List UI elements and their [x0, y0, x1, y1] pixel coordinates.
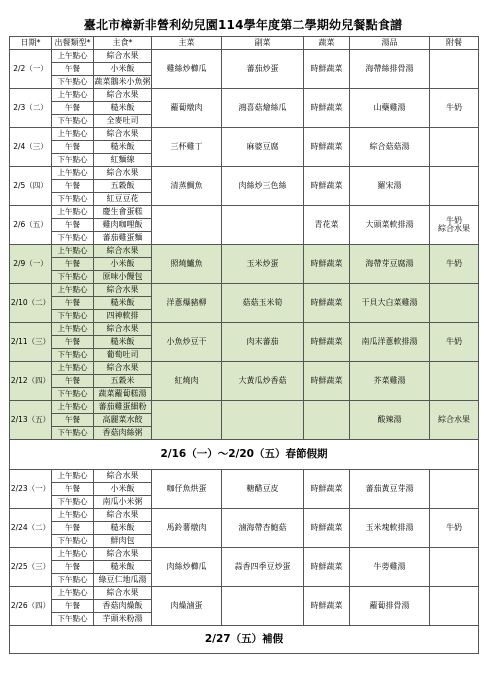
vegetable-cell: 青花菜	[304, 206, 350, 245]
staple-cell: 蕃茄雞蛋細粉	[94, 401, 152, 414]
staple-cell: 綜合水果	[94, 509, 152, 522]
main-dish-cell: 蘿蔔燉肉	[152, 89, 222, 128]
meal-type-cell: 下午點心	[52, 535, 94, 548]
meal-type-cell: 上午點心	[52, 548, 94, 561]
main-dish-cell: 紅燒肉	[152, 362, 222, 401]
side-dish-cell: 麻婆豆腐	[222, 128, 304, 167]
meal-type-cell: 下午點心	[52, 154, 94, 167]
extra-cell: 牛奶	[430, 323, 479, 362]
menu-row	[10, 548, 479, 561]
side-dish-cell: 玉米炒蛋	[222, 245, 304, 284]
main-dish-cell	[152, 401, 222, 440]
menu-row	[10, 470, 479, 483]
meal-type-cell: 下午點心	[52, 271, 94, 284]
meal-type-cell: 下午點心	[52, 310, 94, 323]
soup-cell: 干貝大白菜雞湯	[350, 284, 430, 323]
staple-cell: 綜合水果	[94, 548, 152, 561]
side-dish-cell	[222, 587, 304, 626]
vegetable-cell: 時鮮蔬菜	[304, 548, 350, 587]
staple-cell: 香菇肉絲粥	[94, 427, 152, 440]
menu-row	[10, 206, 479, 219]
staple-cell: 雞肉咖哩飯	[94, 219, 152, 232]
staple-cell: 糙米飯	[94, 141, 152, 154]
meal-type-cell: 下午點心	[52, 427, 94, 440]
meal-type-cell: 上午點心	[52, 509, 94, 522]
date-cell: 2/3（二）	[10, 89, 52, 128]
soup-cell: 牛蒡雞湯	[350, 548, 430, 587]
meal-type-cell: 午餐	[52, 141, 94, 154]
meal-type-cell: 上午點心	[52, 128, 94, 141]
date-cell: 2/25（三）	[10, 548, 52, 587]
date-cell: 2/6（五）	[10, 206, 52, 245]
meal-type-cell: 下午點心	[52, 232, 94, 245]
vegetable-cell	[304, 401, 350, 440]
meal-type-cell: 午餐	[52, 63, 94, 76]
meal-type-cell: 下午點心	[52, 115, 94, 128]
column-header: 主食*	[94, 37, 152, 50]
meal-type-cell: 下午點心	[52, 574, 94, 587]
soup-cell: 海帶芽豆腐湯	[350, 245, 430, 284]
extra-cell: 牛奶	[430, 509, 479, 548]
menu-row	[10, 245, 479, 258]
menu-row	[10, 362, 479, 375]
staple-cell: 五穀飯	[94, 180, 152, 193]
staple-cell: 綜合水果	[94, 284, 152, 297]
staple-cell: 糙米飯	[94, 102, 152, 115]
column-header: 蔬菜	[304, 37, 350, 50]
main-dish-cell: 洋蔥爆豬柳	[152, 284, 222, 323]
meal-type-cell: 上午點心	[52, 587, 94, 600]
menu-row	[10, 128, 479, 141]
menu-row	[10, 284, 479, 297]
soup-cell: 蘿蔔排骨湯	[350, 587, 430, 626]
side-dish-cell	[222, 206, 304, 245]
meal-type-cell: 上午點心	[52, 206, 94, 219]
meal-type-cell: 上午點心	[52, 401, 94, 414]
vegetable-cell: 時鮮蔬菜	[304, 284, 350, 323]
vegetable-cell: 時鮮蔬菜	[304, 50, 350, 89]
date-cell: 2/23（一）	[10, 470, 52, 509]
extra-cell	[430, 50, 479, 89]
vegetable-cell: 時鮮蔬菜	[304, 587, 350, 626]
meal-type-cell: 下午點心	[52, 76, 94, 89]
meal-type-cell: 午餐	[52, 180, 94, 193]
meal-type-cell: 上午點心	[52, 362, 94, 375]
column-header: 副菜	[222, 37, 304, 50]
side-dish-cell: 糖醋豆皮	[222, 470, 304, 509]
meal-type-cell: 下午點心	[52, 613, 94, 626]
meal-type-cell: 午餐	[52, 414, 94, 427]
main-dish-cell: 馬鈴薯燉肉	[152, 509, 222, 548]
date-cell: 2/5（四）	[10, 167, 52, 206]
meal-type-cell: 上午點心	[52, 284, 94, 297]
column-header: 主菜	[152, 37, 222, 50]
extra-cell: 牛奶	[430, 89, 479, 128]
meal-type-cell: 午餐	[52, 297, 94, 310]
extra-cell	[430, 587, 479, 626]
soup-cell: 羅宋湯	[350, 167, 430, 206]
staple-cell: 蔬菜鵝米小魚粥	[94, 76, 152, 89]
staple-cell: 綜合水果	[94, 50, 152, 63]
staple-cell: 綜合水果	[94, 245, 152, 258]
date-cell: 2/4（三）	[10, 128, 52, 167]
side-dish-cell: 蒜香四季豆炒蛋	[222, 548, 304, 587]
extra-cell: 牛奶 綜合水果	[430, 206, 479, 245]
staple-cell: 慶生會蛋糕	[94, 206, 152, 219]
staple-cell: 蔬菜蘿蔔糕湯	[94, 388, 152, 401]
meal-type-cell: 上午點心	[52, 50, 94, 63]
holiday-row	[10, 440, 479, 470]
meal-type-cell: 午餐	[52, 600, 94, 613]
meal-type-cell: 午餐	[52, 102, 94, 115]
soup-cell: 山藥雞湯	[350, 89, 430, 128]
main-dish-cell: 照燒鱸魚	[152, 245, 222, 284]
staple-cell: 紅麵線	[94, 154, 152, 167]
meal-type-cell: 下午點心	[52, 349, 94, 362]
meal-type-cell: 上午點心	[52, 323, 94, 336]
date-cell: 2/2（一）	[10, 50, 52, 89]
staple-cell: 香菇肉燥飯	[94, 600, 152, 613]
staple-cell: 糙米飯	[94, 336, 152, 349]
holiday-banner: 2/27（五）補假	[10, 626, 479, 654]
menu-row	[10, 323, 479, 336]
staple-cell: 鮮肉包	[94, 535, 152, 548]
date-cell: 2/12（四）	[10, 362, 52, 401]
staple-cell: 綜合水果	[94, 587, 152, 600]
side-dish-cell: 蕃茄炒蛋	[222, 50, 304, 89]
staple-cell: 糙米飯	[94, 297, 152, 310]
extra-cell	[430, 284, 479, 323]
holiday-row	[10, 626, 479, 654]
staple-cell: 糙米飯	[94, 561, 152, 574]
staple-cell: 芋頭米粉湯	[94, 613, 152, 626]
meal-type-cell: 下午點心	[52, 388, 94, 401]
meal-type-cell: 上午點心	[52, 89, 94, 102]
meal-type-cell: 上午點心	[52, 167, 94, 180]
meal-type-cell: 下午點心	[52, 193, 94, 206]
menu-row	[10, 89, 479, 102]
staple-cell: 南瓜小米粥	[94, 496, 152, 509]
menu-row	[10, 509, 479, 522]
column-header: 出餐類型*	[52, 37, 94, 50]
column-header: 湯品	[350, 37, 430, 50]
side-dish-cell: 肉絲炒三色絲	[222, 167, 304, 206]
main-dish-cell: 咖仔魚烘蛋	[152, 470, 222, 509]
staple-cell: 綜合水果	[94, 323, 152, 336]
meal-type-cell: 午餐	[52, 483, 94, 496]
vegetable-cell: 時鮮蔬菜	[304, 362, 350, 401]
side-dish-cell: 肉末蕃茄	[222, 323, 304, 362]
menu-table	[9, 36, 479, 654]
main-dish-cell: 清蒸鯛魚	[152, 167, 222, 206]
menu-row	[10, 587, 479, 600]
staple-cell: 綜合水果	[94, 128, 152, 141]
staple-cell: 綠豆仁地瓜湯	[94, 574, 152, 587]
soup-cell: 芥菜雞湯	[350, 362, 430, 401]
page-title: 臺北市樟新非營利幼兒園114學年度第二學期幼兒餐點食譜	[83, 18, 403, 32]
staple-cell: 小米飯	[94, 63, 152, 76]
staple-cell: 紅豆豆花	[94, 193, 152, 206]
soup-cell: 海帶絲排骨湯	[350, 50, 430, 89]
staple-cell: 綜合水果	[94, 89, 152, 102]
extra-cell	[430, 470, 479, 509]
column-header: 日期*	[10, 37, 52, 50]
menu-row	[10, 167, 479, 180]
holiday-banner: 2/16（一）～2/20（五）春節假期	[10, 440, 479, 470]
extra-cell	[430, 548, 479, 587]
vegetable-cell: 時鮮蔬菜	[304, 167, 350, 206]
vegetable-cell: 時鮮蔬菜	[304, 89, 350, 128]
date-cell: 2/26（四）	[10, 587, 52, 626]
staple-cell: 原味小饅包	[94, 271, 152, 284]
side-dish-cell: 滷海帶杏鮑菇	[222, 509, 304, 548]
staple-cell: 葡萄吐司	[94, 349, 152, 362]
vegetable-cell: 時鮮蔬菜	[304, 128, 350, 167]
soup-cell: 大頭菜軟排湯	[350, 206, 430, 245]
staple-cell: 綜合水果	[94, 362, 152, 375]
staple-cell: 小米飯	[94, 483, 152, 496]
side-dish-cell: 大黃瓜炒香菇	[222, 362, 304, 401]
soup-cell: 酸辣湯	[350, 401, 430, 440]
extra-cell: 牛奶	[430, 245, 479, 284]
menu-row	[10, 50, 479, 63]
meal-type-cell: 上午點心	[52, 470, 94, 483]
meal-type-cell: 午餐	[52, 375, 94, 388]
meal-type-cell: 午餐	[52, 258, 94, 271]
extra-cell: 綜合水果	[430, 401, 479, 440]
extra-cell	[430, 167, 479, 206]
staple-cell: 綜合水果	[94, 167, 152, 180]
soup-cell: 玉米塊軟排湯	[350, 509, 430, 548]
date-cell: 2/11（三）	[10, 323, 52, 362]
side-dish-cell: 菇菇玉米筍	[222, 284, 304, 323]
meal-type-cell: 上午點心	[52, 245, 94, 258]
meal-type-cell: 午餐	[52, 561, 94, 574]
main-dish-cell: 肉燥滷蛋	[152, 587, 222, 626]
vegetable-cell: 時鮮蔬菜	[304, 323, 350, 362]
vegetable-cell: 時鮮蔬菜	[304, 470, 350, 509]
staple-cell: 糙米飯	[94, 522, 152, 535]
date-cell: 2/24（二）	[10, 509, 52, 548]
staple-cell: 小米飯	[94, 258, 152, 271]
date-cell: 2/10（二）	[10, 284, 52, 323]
main-dish-cell: 肉絲炒櫛瓜	[152, 548, 222, 587]
date-cell: 2/9（一）	[10, 245, 52, 284]
staple-cell: 蕃茄雞蛋麵	[94, 232, 152, 245]
side-dish-cell: 鴻喜菇燴絲瓜	[222, 89, 304, 128]
main-dish-cell: 三杯雞丁	[152, 128, 222, 167]
extra-cell	[430, 362, 479, 401]
staple-cell: 綜合水果	[94, 470, 152, 483]
staple-cell: 高麗菜水餃	[94, 414, 152, 427]
menu-row	[10, 401, 479, 414]
vegetable-cell: 時鮮蔬菜	[304, 509, 350, 548]
soup-cell: 蕃茄黃豆芽湯	[350, 470, 430, 509]
header-row	[10, 37, 479, 50]
date-cell: 2/13（五）	[10, 401, 52, 440]
soup-cell: 綜合菇菇湯	[350, 128, 430, 167]
column-header: 附餐	[430, 37, 479, 50]
vegetable-cell: 時鮮蔬菜	[304, 245, 350, 284]
meal-type-cell: 下午點心	[52, 496, 94, 509]
main-dish-cell: 雞絲炒櫛瓜	[152, 50, 222, 89]
staple-cell: 四神軟排	[94, 310, 152, 323]
meal-type-cell: 午餐	[52, 219, 94, 232]
main-dish-cell: 小魚炒豆干	[152, 323, 222, 362]
side-dish-cell	[222, 401, 304, 440]
staple-cell: 全麥吐司	[94, 115, 152, 128]
meal-type-cell: 午餐	[52, 522, 94, 535]
meal-type-cell: 午餐	[52, 336, 94, 349]
staple-cell: 五穀米	[94, 375, 152, 388]
main-dish-cell	[152, 206, 222, 245]
soup-cell: 南瓜洋蔥軟排湯	[350, 323, 430, 362]
extra-cell	[430, 128, 479, 167]
